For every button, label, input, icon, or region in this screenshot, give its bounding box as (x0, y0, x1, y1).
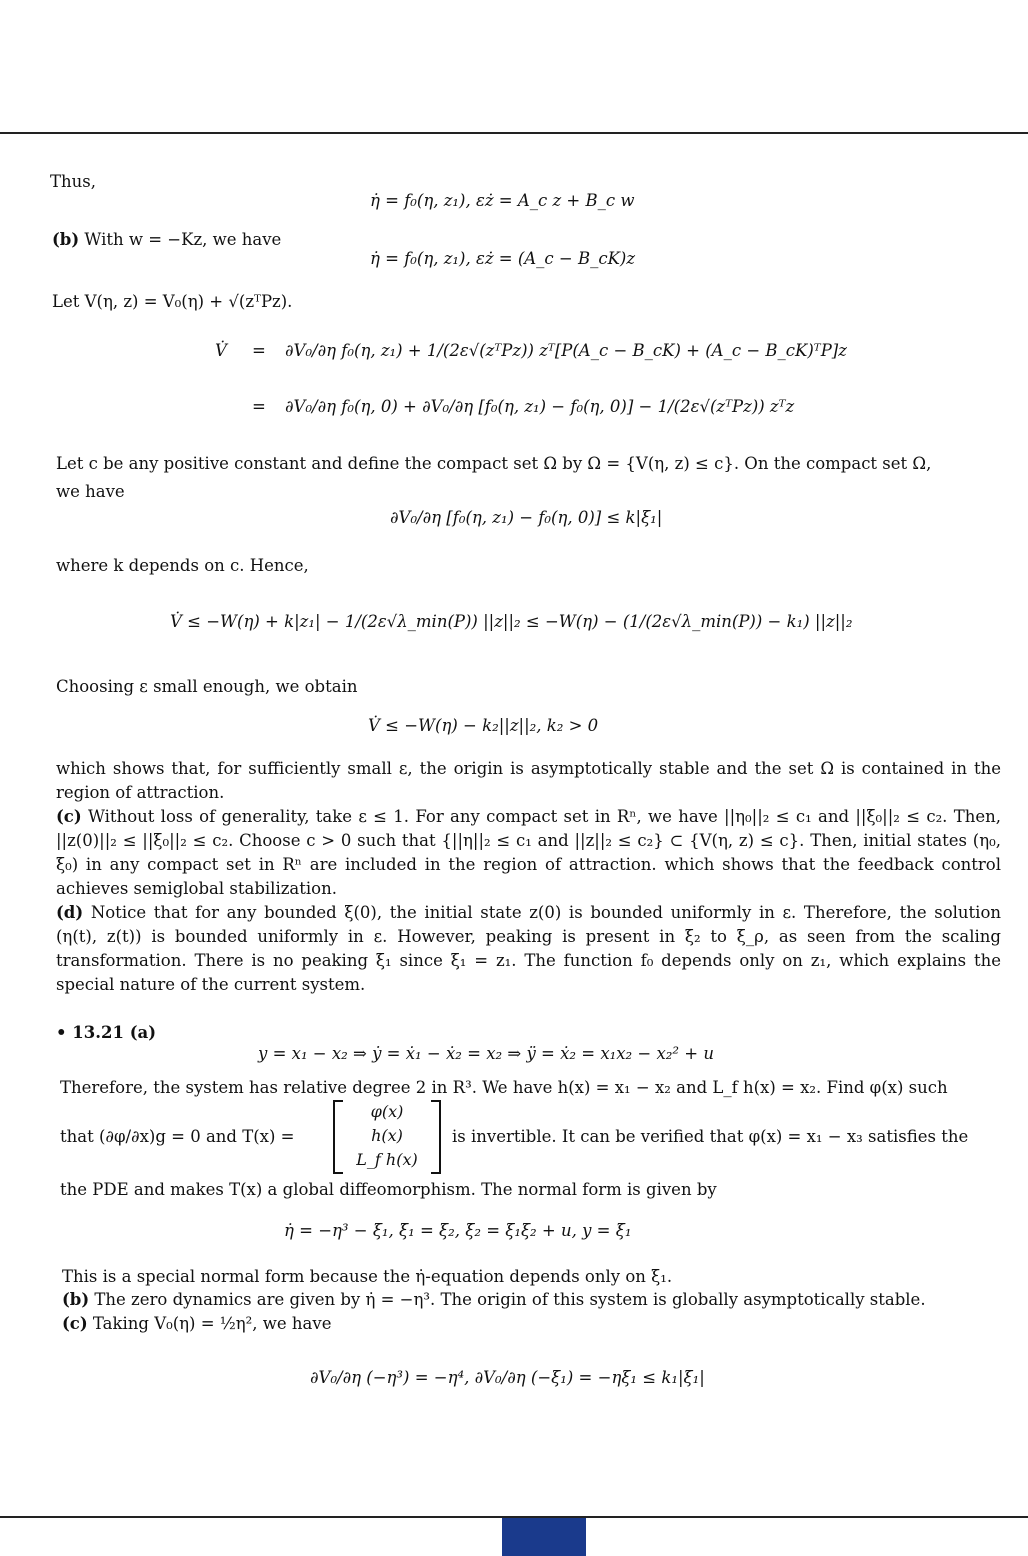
part-d-label: (d) (56, 903, 84, 922)
exercise-13-21-heading: • 13.21 (a) (56, 1023, 157, 1042)
equals-sign-2: = (252, 397, 266, 416)
matrix-row-lfh: L_f h(x) (356, 1150, 418, 1169)
part-c-label: (c) (56, 807, 82, 826)
let-c-text: Let c be any positive constant and define the compact set Ω by Ω = {V(η, z) ≤ c}. On the compact set Ω, (56, 454, 932, 473)
vdot-final-bound: V̇ ≤ −W(η) − k₂||z||₂, k₂ > 0 (368, 716, 599, 735)
part-13c-label: (c) (62, 1314, 88, 1333)
lipschitz-bound: ∂V₀/∂η [f₀(η, z₁) − f₀(η, 0)] ≤ k|ξ₁| (390, 508, 663, 527)
lyapunov-derivative-equations: ∂V₀/∂η (−η³) = −η⁴, ∂V₀/∂η (−ξ₁) = −ηξ₁ ≤ k₁|ξ₁| (310, 1368, 705, 1387)
vdot-bound-equation: V̇ ≤ −W(η) + k|z₁| − 1/(2ε√λ_min(P)) ||z||₂ ≤ −W(η) − (1/(2ε√λ_min(P)) − k₁) ||z||₂ (170, 612, 853, 631)
part-b-line (52, 228, 281, 251)
matrix-row-phi: φ(x) (370, 1102, 404, 1121)
part-13c-line (62, 1312, 331, 1335)
shows-text: which shows that, for sufficiently small ε, the origin is asymptotically stable and the set Ω is contained in the region of attraction. (56, 759, 1001, 802)
equals-sign-1: = (252, 341, 266, 360)
part-13b-text: The zero dynamics are given by η̇ = −η³. The origin of this system is globally asymptotically stable. (94, 1290, 926, 1309)
we-have-text: we have (56, 482, 125, 501)
part-b-text: With w = −Kz, we have (84, 230, 282, 249)
transformation-matrix (333, 1100, 441, 1174)
thus-text: Thus, (50, 172, 96, 191)
special-normal-form-text: This is a special normal form because the η̇-equation depends only on ξ₁. (62, 1267, 673, 1286)
page-number-tab (502, 1518, 586, 1556)
matrix-row-h: h(x) (371, 1126, 403, 1145)
part-13c-text: Taking V₀(η) = ½η², we have (92, 1314, 332, 1333)
vdot-symbol: V̇ (215, 341, 227, 360)
invertible-text: is invertible. It can be verified that φ(x) = x₁ − x₃ satisfies the (452, 1127, 969, 1146)
equation-system-1: η̇ = f₀(η, z₁), εż = A_c z + B_c w (370, 191, 635, 210)
part-b-label: (b) (52, 230, 80, 249)
part-13b-line (62, 1288, 926, 1311)
vdot-derivation-line2: ∂V₀/∂η f₀(η, 0) + ∂V₀/∂η [f₀(η, z₁) − f₀(η, 0)] − 1/(2ε√(zᵀPz)) zᵀz (285, 397, 795, 416)
part-c-text: Without loss of generality, take ε ≤ 1. For any compact set in Rⁿ, we have ||η₀||₂ ≤ c₁ and ||ξ₀||₂ ≤ c₂. Then, ||z(0)||₂ ≤ ||ξ₀||₂ ≤ c₂. Choose c > 0 such that {||η||₂ ≤ c₁ and ||z||₂ ≤ c₂} ⊂ {V(η, z) ≤ c}. Then, initial states (η₀, ξ₀) in any compact set in Rⁿ are included in the region of attraction. which shows that the feedback control achieves semiglobal stabilization. (56, 807, 1002, 898)
where-k-text: where k depends on c. Hence, (56, 556, 309, 575)
let-v-definition: Let V(η, z) = V₀(η) + √(zᵀPz). (52, 292, 293, 311)
choosing-text: Choosing ε small enough, we obtain (56, 677, 358, 696)
vdot-derivation-line1: ∂V₀/∂η f₀(η, z₁) + 1/(2ε√(zᵀPz)) zᵀ[P(A_c − B_cK) + (A_c − B_cK)ᵀP]z (285, 341, 847, 360)
header-rule (0, 132, 1028, 134)
output-derivative-chain: y = x₁ − x₂ ⇒ ẏ = ẋ₁ − ẋ₂ = x₂ ⇒ ÿ = ẋ₂ = x₁x₂ − x₂² + u (258, 1044, 714, 1063)
that-t-text: that (∂φ/∂x)g = 0 and T(x) = (60, 1127, 295, 1146)
asymptotic-stability-paragraph (56, 757, 1001, 997)
pde-text: the PDE and makes T(x) a global diffeomorphism. The normal form is given by (60, 1180, 717, 1199)
equation-system-2: η̇ = f₀(η, z₁), εż = (A_c − B_cK)z (370, 249, 636, 268)
normal-form-equations: η̇ = −η³ − ξ₁, ξ̇₁ = ξ₂, ξ̇₂ = ξ₁ξ₂ + u, y = ξ₁ (284, 1221, 632, 1240)
part-13b-label: (b) (62, 1290, 90, 1309)
relative-degree-text: Therefore, the system has relative degree 2 in R³. We have h(x) = x₁ − x₂ and L_f h(x) = x₂. Find φ(x) such (60, 1078, 948, 1097)
part-d-text: Notice that for any bounded ξ(0), the initial state z(0) is bounded uniformly in ε. Therefore, the solution (η(t), z(t)) is bounded uniformly in ε. However, peaking is present in ξ₂ to ξ_ρ, as seen from the scaling transformation. There is no peaking ξ₁ since ξ₁ = z₁. The function f₀ depends only on z₁, which explains the special nature of the current system. (56, 903, 1002, 994)
